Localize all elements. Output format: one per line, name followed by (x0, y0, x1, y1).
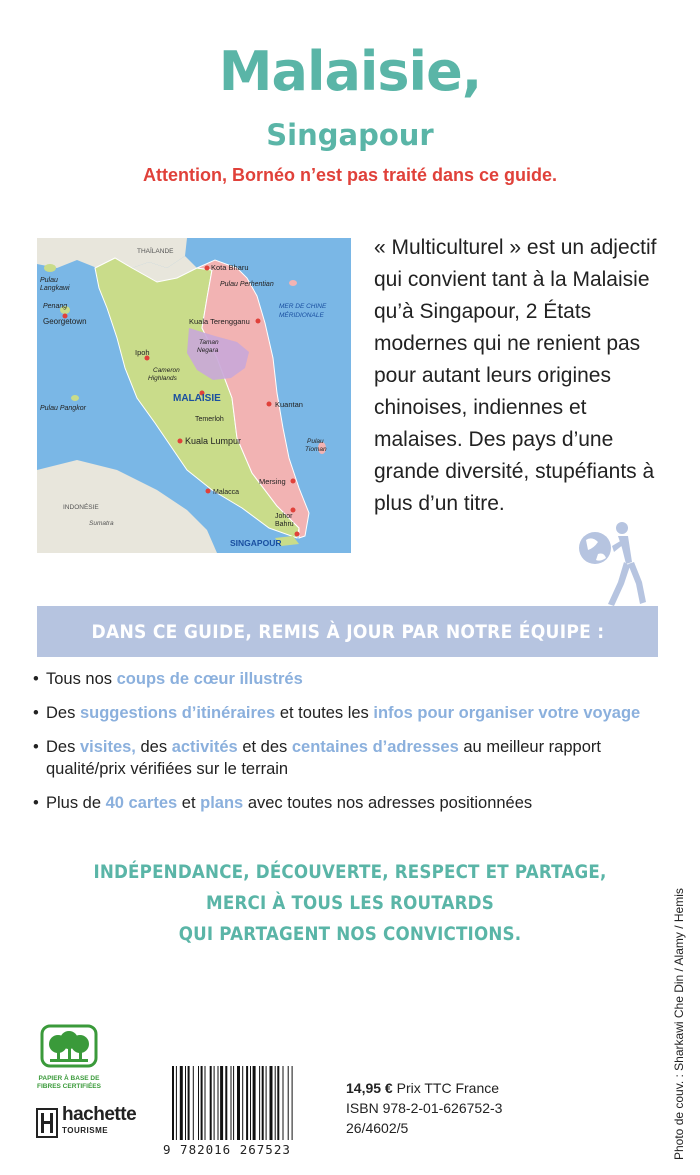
barcode-bar (176, 1066, 177, 1140)
intro-paragraph: « Multiculturel » est un adjectif qui convient tant à la Malaisie qu’à Singapour, 2 États modernes qui ne renient pas pour autant leurs origines chinoises, indiennes et malaises. Des pays d’une grande diversité, stupéfiants à plus d’un titre. (374, 236, 657, 515)
hachette-h-icon (36, 1108, 58, 1138)
label-malaisie: MALAISIE (173, 393, 221, 404)
price-line (346, 1078, 502, 1098)
label-malacca: Malacca (213, 489, 240, 496)
label-perhentian: Pulau Perhentian (220, 281, 274, 288)
label-kuantan: Kuantan (275, 400, 303, 409)
slogan-line-3: QUI PARTAGENT NOS CONVICTIONS. (178, 923, 522, 945)
coverage-warning: Attention, Bornéo n’est pas traité dans ce guide. (142, 165, 558, 185)
barcode-bar (220, 1066, 223, 1140)
list-item: • Plus de 40 cartes et plans avec toutes nos adresses positionnées (33, 792, 673, 814)
label-cameron-1: Cameron (153, 367, 180, 374)
list-item: • Des suggestions d’itinéraires et toutes les infos pour organiser votre voyage (33, 702, 673, 724)
label-thailande: THAÏLANDE (137, 248, 174, 255)
publisher-sub: TOURISME (62, 1126, 109, 1135)
certified-paper-logo (36, 1022, 116, 1091)
barcode-bar (185, 1066, 186, 1140)
isbn-barcode (172, 1066, 326, 1140)
banner-text: DANS CE GUIDE, REMIS À JOUR PAR NOTRE ÉQUIPE : (91, 620, 604, 643)
fsc-label-1: PAPIER À BASE DE (38, 1075, 100, 1082)
price-label: Prix TTC France (392, 1080, 500, 1096)
label-johor-1: Johor (275, 513, 293, 520)
label-tioman-1: Pulau (307, 438, 324, 445)
barcode-bar (259, 1066, 260, 1140)
routard-walker-icon (578, 518, 648, 608)
fsc-label-2: FIBRES CERTIFIÉES (37, 1083, 101, 1090)
price-block (346, 1078, 502, 1138)
barcode-bar (188, 1066, 190, 1140)
barcode-bar (253, 1066, 256, 1140)
features-list (33, 668, 673, 826)
isbn: ISBN 978-2-01-626752-3 (346, 1100, 503, 1116)
label-indonesie: INDONÉSIE (63, 504, 99, 511)
slogan-line-2: MERCI À TOUS LES ROUTARDS (206, 892, 494, 914)
barcode-bar (193, 1066, 194, 1140)
perhentian-island (289, 280, 297, 286)
barcode-digits: 9 782016 267523 (163, 1142, 291, 1157)
barcode-bar (292, 1066, 293, 1140)
label-kuala-lumpur: Kuala Lumpur (185, 436, 242, 446)
publisher-logo (36, 1104, 156, 1144)
trees-icon (36, 1022, 116, 1070)
label-temerloh: Temerloh (195, 416, 224, 423)
routard-slogan (0, 857, 700, 950)
photo-credit: Photo de couv. : Sharkawi Che Din / Alamy / Hemis (672, 888, 686, 1160)
barcode-bar (180, 1066, 183, 1140)
label-ipoh: Ipoh (135, 348, 150, 357)
barcode-bar (283, 1066, 284, 1140)
label-johor-2: Bahru (275, 521, 294, 528)
barcode-bar (270, 1066, 273, 1140)
label-georgetown: Georgetown (43, 317, 87, 326)
guide-contents-banner (37, 606, 658, 657)
label-tioman-2: Tioman (305, 446, 327, 453)
barcode-bar (218, 1066, 219, 1140)
label-taman-1: Taman (199, 339, 219, 346)
barcode-bar (210, 1066, 212, 1140)
barcode-bar (233, 1066, 234, 1140)
barcode-bar (231, 1066, 232, 1140)
barcode-bar (262, 1066, 264, 1140)
pangkor-island (71, 395, 79, 401)
book-title: Malaisie, (218, 40, 482, 103)
barcode-bar (172, 1066, 174, 1140)
list-item: • Tous nos coups de cœur illustrés (33, 668, 673, 690)
label-langkawi-2: Langkawi (40, 285, 70, 292)
label-kota-bharu: Kota Bharu (211, 263, 249, 272)
label-mer-de-chine-1: MER DE CHINE (279, 303, 327, 310)
barcode-bar (201, 1066, 203, 1140)
reference-code: 26/4602/5 (346, 1120, 409, 1136)
price-value: 14,95 € (346, 1080, 393, 1096)
label-taman-2: Negara (197, 347, 219, 354)
publisher-name: hachette (62, 1104, 137, 1125)
barcode-bar (198, 1066, 199, 1140)
label-mer-de-chine-2: MÉRIDIONALE (279, 312, 324, 319)
label-pangkor: Pulau Pangkor (40, 405, 86, 412)
label-singapour: SINGAPOUR (230, 538, 282, 548)
langkawi-island (44, 264, 56, 272)
barcode-bar (277, 1066, 279, 1140)
malaysia-map (37, 238, 351, 553)
barcode-bar (288, 1066, 289, 1140)
barcode-bar (275, 1066, 276, 1140)
barcode-bar (214, 1066, 215, 1140)
book-subtitle: Singapour (266, 118, 434, 152)
barcode-bar (242, 1066, 243, 1140)
slogan-line-1: INDÉPENDANCE, DÉCOUVERTE, RESPECT ET PARTAGE, (93, 861, 607, 883)
barcode-bar (225, 1066, 227, 1140)
barcode-bar (237, 1066, 240, 1140)
label-langkawi-1: Pulau (40, 277, 58, 284)
label-penang: Penang (43, 303, 68, 310)
barcode-bar (205, 1066, 206, 1140)
label-sumatra: Sumatra (89, 520, 114, 527)
barcode-bar (250, 1066, 251, 1140)
list-item: • Des visites, des activités et des centaines d’adresses au meilleur rapport qualité/prix vérifiées sur le terrain (33, 736, 673, 780)
barcode-bar (266, 1066, 267, 1140)
label-mersing: Mersing (259, 477, 286, 486)
label-cameron-2: Highlands (148, 375, 177, 382)
barcode-bar (246, 1066, 248, 1140)
label-kuala-terengganu: Kuala Terengganu (189, 317, 250, 326)
